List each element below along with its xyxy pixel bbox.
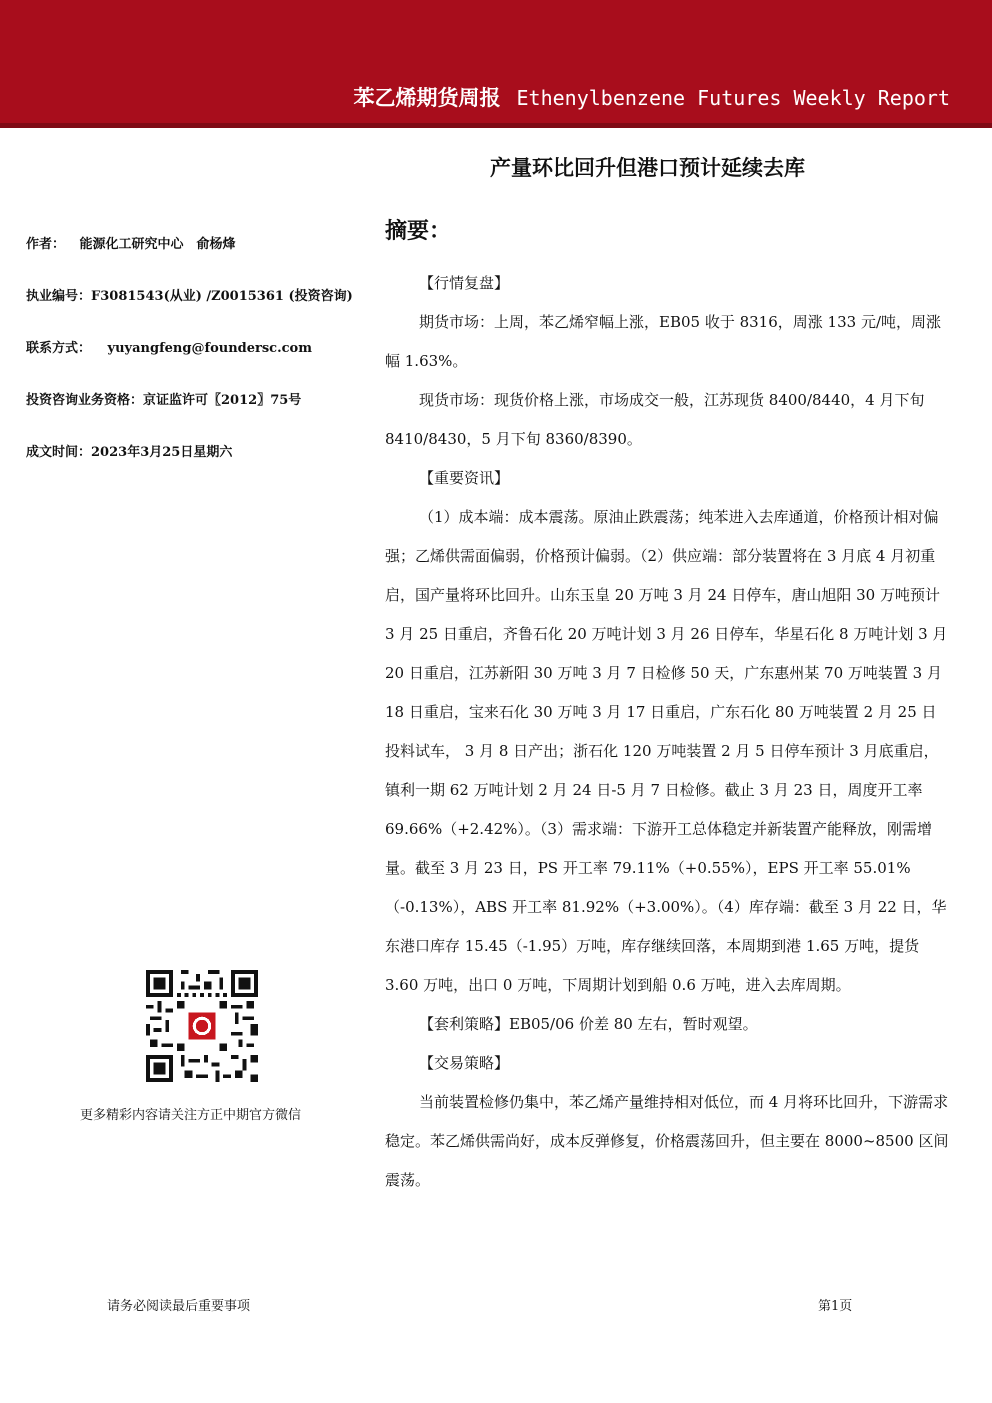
trading-paragraph: 当前装置检修仍集中，苯乙烯产量维持相对低位，而 4 月将环比回升，下游需求稳定。苯乙烯供需尚好，成本反弹修复，价格震荡回升，但主要在 8000~8500 区间震荡。 [385,1093,949,1189]
footer-notice: 请务必阅读最后重要事项 [107,1299,251,1314]
meta-contact [26,337,366,356]
header-banner-shadow [0,123,992,128]
qr-caption: 更多精彩内容请关注方正中期官方微信 [80,1108,302,1123]
meta-license [26,285,366,304]
meta-author-value: 能源化工研究中心 俞杨烽 [79,237,236,252]
market-review-heading: 【行情复盘】 [419,274,510,292]
meta-contact-label: 联系方式： [26,341,92,356]
meta-contact-value[interactable]: yuyangfeng@foundersc.com [107,341,312,356]
report-title-en: Ethenylbenzene Futures Weekly Report [516,86,950,110]
abstract-body [385,264,951,1200]
meta-license-label: 执业编号： [26,289,92,304]
qr-code-icon [146,970,258,1082]
news-heading: 【重要资讯】 [419,469,510,487]
report-title [354,82,950,112]
spot-market-paragraph: 现货市场：现货价格上涨，市场成交一般，江苏现货 8400/8440，4 月下旬 8410/8430，5 月下旬 8360/8390。 [385,391,925,448]
meta-qualification-value: 京证监许可〖2012〗75号 [143,393,302,408]
meta-date-value: 2023年3月25日星期六 [91,445,233,460]
trading-heading: 【交易策略】 [419,1054,510,1072]
meta-date-label: 成文时间： [26,445,92,460]
meta-qualification-label: 投资咨询业务资格： [26,393,144,408]
futures-market-paragraph: 期货市场：上周，苯乙烯窄幅上涨，EB05 收于 8316，周涨 133 元/吨，周涨幅 1.63%。 [385,313,941,370]
arbitrage-paragraph: 【套利策略】EB05/06 价差 80 左右，暂时观望。 [419,1015,758,1033]
page-number: 第1页 [818,1299,853,1314]
meta-date [26,441,366,460]
report-title-cn: 苯乙烯期货周报 [353,86,501,110]
news-paragraph: （1）成本端：成本震荡。原油止跌震荡；纯苯进入去库通道，价格预计相对偏强；乙烯供需面偏弱，价格预计偏弱。（2）供应端：部分装置将在 3 月底 4 月初重启，国产量将环比回升。山东玉皇 20 万吨 3 月 24 日停车，唐山旭阳 30 万吨预计 3 月 25 日重启，齐鲁石化 20 万吨计划 3 月 26 日停车，华星石化 8 万吨计划 3 月 20 日重启，江苏新阳 30 万吨 3 月 7 日检修 50 天，广东惠州某 70 万吨装置 3 月 18 日重启，宝来石化 30 万吨 3 月 17 日重启，广东石化 80 万吨装置 2 月 25 日投料试车， 3 月 8 日产出；浙石化 120 万吨装置 2 月 5 日停车预计 3 月底重启，镇利一期 62 万吨计划 2 月 24 日-5 月 7 日检修。截止 3 月 23 日，周度开工率 69.66%（+2.42%）。（3）需求端：下游开工总体稳定并新装置产能释放，刚需增量。截至 3 月 23 日，PS 开工率 79.11%（+0.55%），EPS 开工率 55.01%（-0.13%），ABS 开工率 81.92%（+3.00%）。（4）库存端：截至 3 月 22 日，华东港口库存 15.45（-1.95）万吨，库存继续回落，本周期到港 1.65 万吨，提货 3.60 万吨，出口 0 万吨，下周期计划到船 0.6 万吨，进入去库周期。 [385,508,948,994]
meta-author [26,233,366,252]
meta-author-label: 作者： [26,237,66,252]
meta-qualification [26,389,366,408]
document-title: 产量环比回升但港口预计延续去库 [490,156,805,180]
meta-license-value: F3081543(从业) /Z0015361 (投资咨询) [91,289,353,304]
abstract-heading: 摘要： [385,219,452,244]
